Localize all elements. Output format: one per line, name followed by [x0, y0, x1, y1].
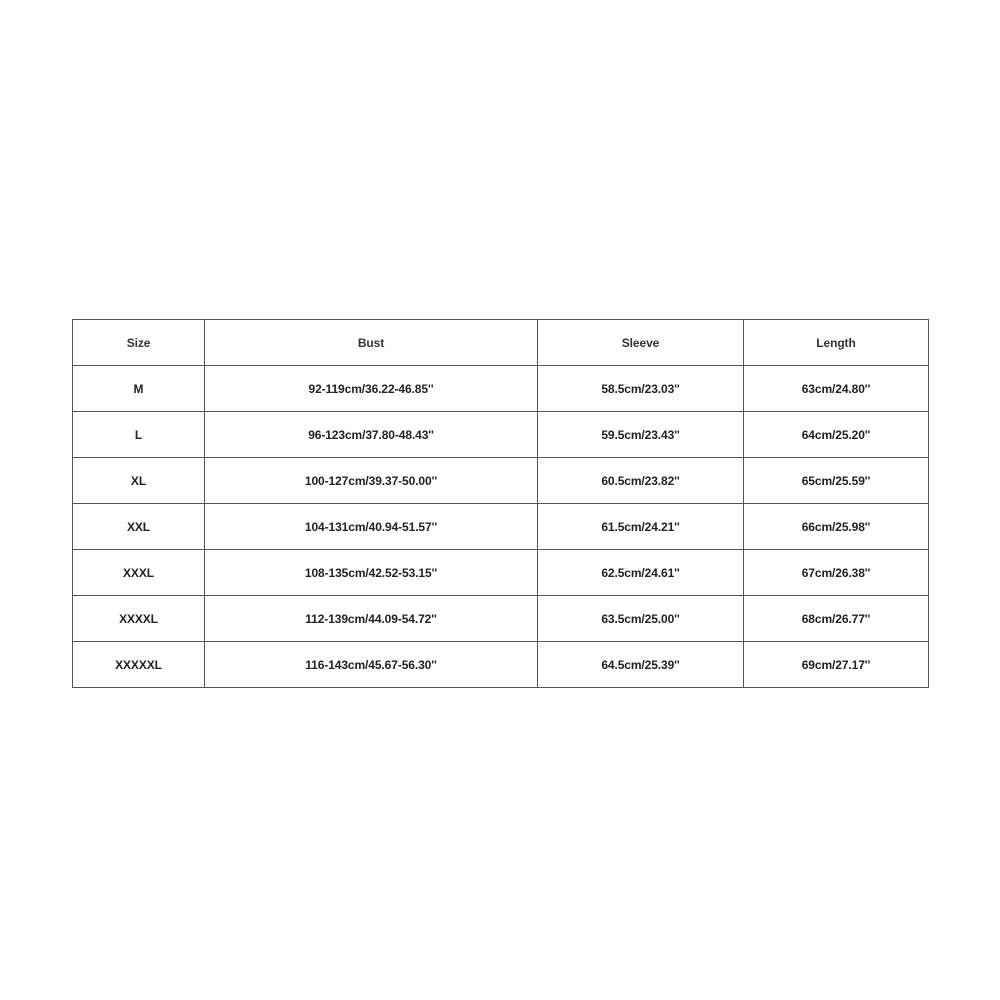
bust-cell: 96-123cm/37.80-48.43'' — [205, 412, 538, 458]
bust-cell: 116-143cm/45.67-56.30'' — [205, 642, 538, 688]
length-cell: 63cm/24.80'' — [744, 366, 929, 412]
size-cell: XXXL — [73, 550, 205, 596]
header-length: Length — [744, 320, 929, 366]
bust-cell: 112-139cm/44.09-54.72'' — [205, 596, 538, 642]
size-cell: XL — [73, 458, 205, 504]
table-row — [73, 366, 929, 412]
header-bust: Bust — [205, 320, 538, 366]
size-cell: L — [73, 412, 205, 458]
sleeve-cell: 62.5cm/24.61'' — [538, 550, 744, 596]
header-sleeve: Sleeve — [538, 320, 744, 366]
bust-cell: 108-135cm/42.52-53.15'' — [205, 550, 538, 596]
length-cell: 64cm/25.20'' — [744, 412, 929, 458]
table-row — [73, 596, 929, 642]
sleeve-cell: 63.5cm/25.00'' — [538, 596, 744, 642]
sleeve-cell: 64.5cm/25.39'' — [538, 642, 744, 688]
sleeve-cell: 58.5cm/23.03'' — [538, 366, 744, 412]
sleeve-cell: 60.5cm/23.82'' — [538, 458, 744, 504]
table-row — [73, 412, 929, 458]
size-chart-table — [72, 319, 929, 688]
header-size: Size — [73, 320, 205, 366]
length-cell: 68cm/26.77'' — [744, 596, 929, 642]
size-cell: XXXXL — [73, 596, 205, 642]
table-body — [73, 366, 929, 688]
bust-cell: 104-131cm/40.94-51.57'' — [205, 504, 538, 550]
sleeve-cell: 61.5cm/24.21'' — [538, 504, 744, 550]
size-cell: XXXXXL — [73, 642, 205, 688]
table-row — [73, 458, 929, 504]
length-cell: 66cm/25.98'' — [744, 504, 929, 550]
header-row — [73, 320, 929, 366]
length-cell: 65cm/25.59'' — [744, 458, 929, 504]
table-header — [73, 320, 929, 366]
bust-cell: 92-119cm/36.22-46.85'' — [205, 366, 538, 412]
table-row — [73, 504, 929, 550]
size-cell: M — [73, 366, 205, 412]
table-row — [73, 550, 929, 596]
bust-cell: 100-127cm/39.37-50.00'' — [205, 458, 538, 504]
table-row — [73, 642, 929, 688]
sleeve-cell: 59.5cm/23.43'' — [538, 412, 744, 458]
size-cell: XXL — [73, 504, 205, 550]
length-cell: 67cm/26.38'' — [744, 550, 929, 596]
length-cell: 69cm/27.17'' — [744, 642, 929, 688]
